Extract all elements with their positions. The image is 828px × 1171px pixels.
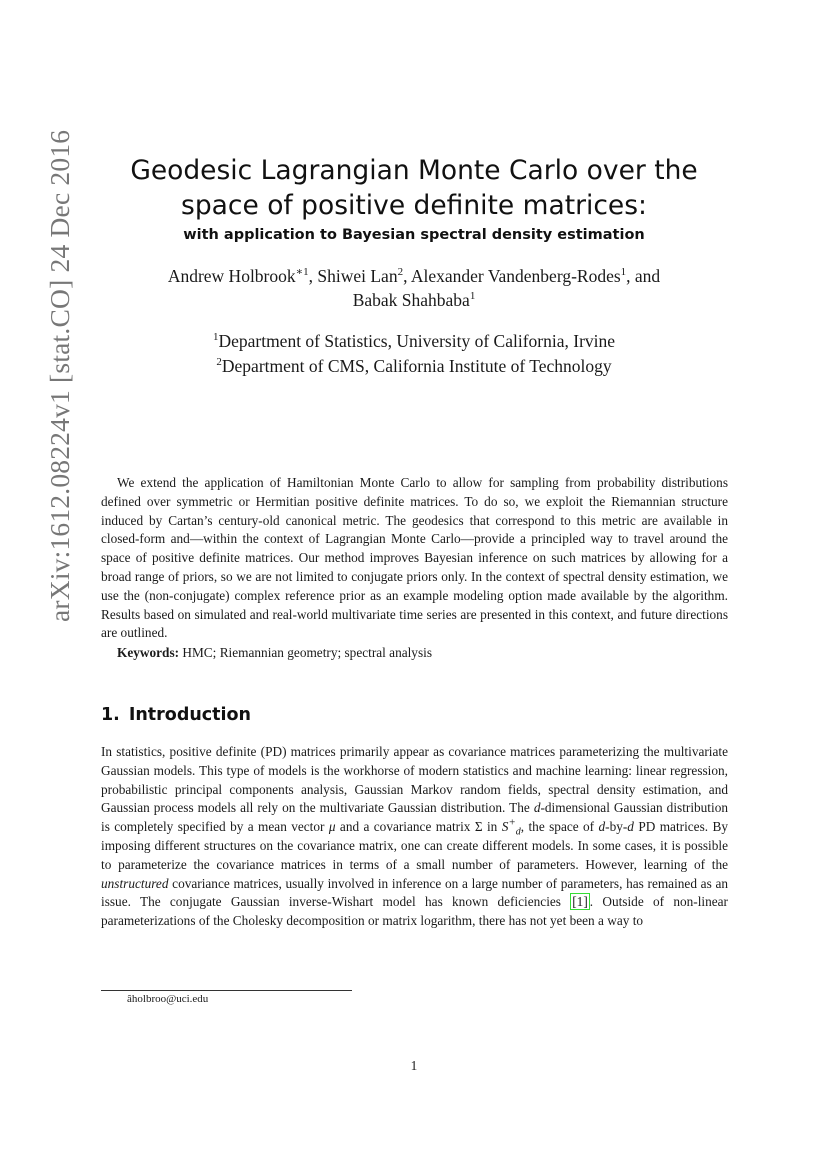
- text-run: , the space of: [520, 819, 599, 835]
- paper-title: [100, 153, 728, 223]
- title-line-2: space of positive definite matrices:: [181, 190, 647, 221]
- math-d: d: [627, 819, 634, 835]
- text-run: -dimensional Gaussian distribution is completely specified by a mean vector: [101, 800, 728, 835]
- title-line-1: Geodesic Lagrangian Monte Carlo over the: [130, 155, 698, 186]
- emphasis: unstructured: [101, 875, 169, 891]
- affiliation-marker: 1: [212, 331, 219, 344]
- math-subscript: d: [515, 826, 521, 838]
- affiliation-marker: 2: [216, 356, 222, 369]
- math-d: d: [598, 819, 606, 835]
- footnote-rule: [101, 990, 352, 991]
- math-superscript: +: [508, 816, 516, 829]
- page-number: 1: [410, 1058, 418, 1073]
- abstract-text: We extend the application of Hamiltonian Monte Carlo to allow for sampling from probability distributions defined over symmetric or Hermitian positive definite matrices. To do so, we exploit the Riemannian structure induced by Cartan’s century-old canonical metric. The geodesics that correspond to this metric are available in closed-form and—within the context of Lagrangian Monte Carlo—provide a principled way to travel around the space of positive definite matrices. Our method improves Bayesian inference on such matrices by allowing for a broad range of priors, so we are not limited to conjugate priors only. In the context of spectral density estimation, we use the (non-conjugate) complex reference prior as an example modeling option made available by the algorithm. Results based on simulated and real-world multivariate time series are presented in this context, and future directions are outlined.: [101, 475, 728, 641]
- author-name: Andrew Holbrook: [167, 266, 296, 286]
- affiliation-2: [110, 354, 718, 379]
- footnote: âholbroo@uci.edu: [127, 993, 209, 1005]
- section-number: 1.: [101, 705, 120, 725]
- math-mu: μ: [328, 819, 336, 835]
- author-list: [110, 264, 718, 312]
- author-name: Babak Shahbaba: [352, 290, 470, 310]
- abstract: [101, 474, 728, 663]
- author-name: Alexander Vandenberg-Rodes: [410, 266, 621, 286]
- text-run: PD matrices. By imposing different structures on the covariance matrix, one can create different models. In some cases, it is possible to parameterize the covariance matrices in terms of a small number of parameters. However, learning of the: [101, 819, 728, 872]
- affiliation-text: Department of CMS, California Institute of Technology: [221, 356, 612, 376]
- affiliation-1: [110, 329, 718, 354]
- author-conjunction: and: [634, 266, 661, 286]
- intro-body: [101, 743, 728, 931]
- text-run: and a covariance matrix Σ in: [335, 819, 502, 835]
- affiliations: [110, 329, 718, 379]
- paper-subtitle: with application to Bayesian spectral density estimation: [183, 227, 645, 243]
- author-name: Shiwei Lan: [317, 266, 398, 286]
- author-marker: ∗1: [295, 266, 309, 279]
- arxiv-stamp: arXiv:1612.08224v1 [stat.CO] 24 Dec 2016: [44, 129, 75, 622]
- text-run: . Outside of non-linear parameterizations of the Cholesky decomposition or matrix logarithm, there has not yet been a way to: [101, 894, 728, 929]
- author-marker: 1: [469, 290, 476, 303]
- text-run: covariance matrices, usually involved in inference on a large number of parameters, has remained as an issue. The conjugate Gaussian inverse-Wishart model has known deficiencies: [101, 875, 728, 910]
- math-d: d: [533, 800, 541, 816]
- keywords: [101, 644, 728, 663]
- text-run: -by-: [605, 819, 628, 835]
- math-symbol: S: [501, 819, 509, 835]
- author-marker: 2: [397, 266, 404, 279]
- section-heading: [101, 705, 251, 725]
- keywords-text: HMC; Riemannian geometry; spectral analysis: [182, 645, 433, 661]
- text-run: In statistics, positive definite (PD) matrices primarily appear as covariance matrices parameterizing the multivariate Gaussian models. This type of models is the workhorse of modern statistics and machine learning: linear regression, probabilistic principal components analysis, Gaussian Markov random fields, spectral density estimation, and Gaussian process models all rely on the multivariate Gaussian distribution. The: [101, 744, 728, 816]
- author-marker: 1: [620, 266, 627, 279]
- section-title: Introduction: [128, 705, 252, 725]
- affiliation-text: Department of Statistics, University of California, Irvine: [218, 331, 616, 351]
- author-line-1: Andrew Holbrook$^{∗1}$, Shiwei Lan$^2$, Alexander Vandenberg-Rodes$^1$, and: [167, 266, 661, 286]
- intro-paragraph: [101, 743, 728, 931]
- math-spd-space: [501, 816, 521, 838]
- keywords-label: Keywords:: [117, 645, 180, 661]
- author-line-2: [110, 288, 718, 312]
- citation-link[interactable]: [1]: [572, 894, 588, 910]
